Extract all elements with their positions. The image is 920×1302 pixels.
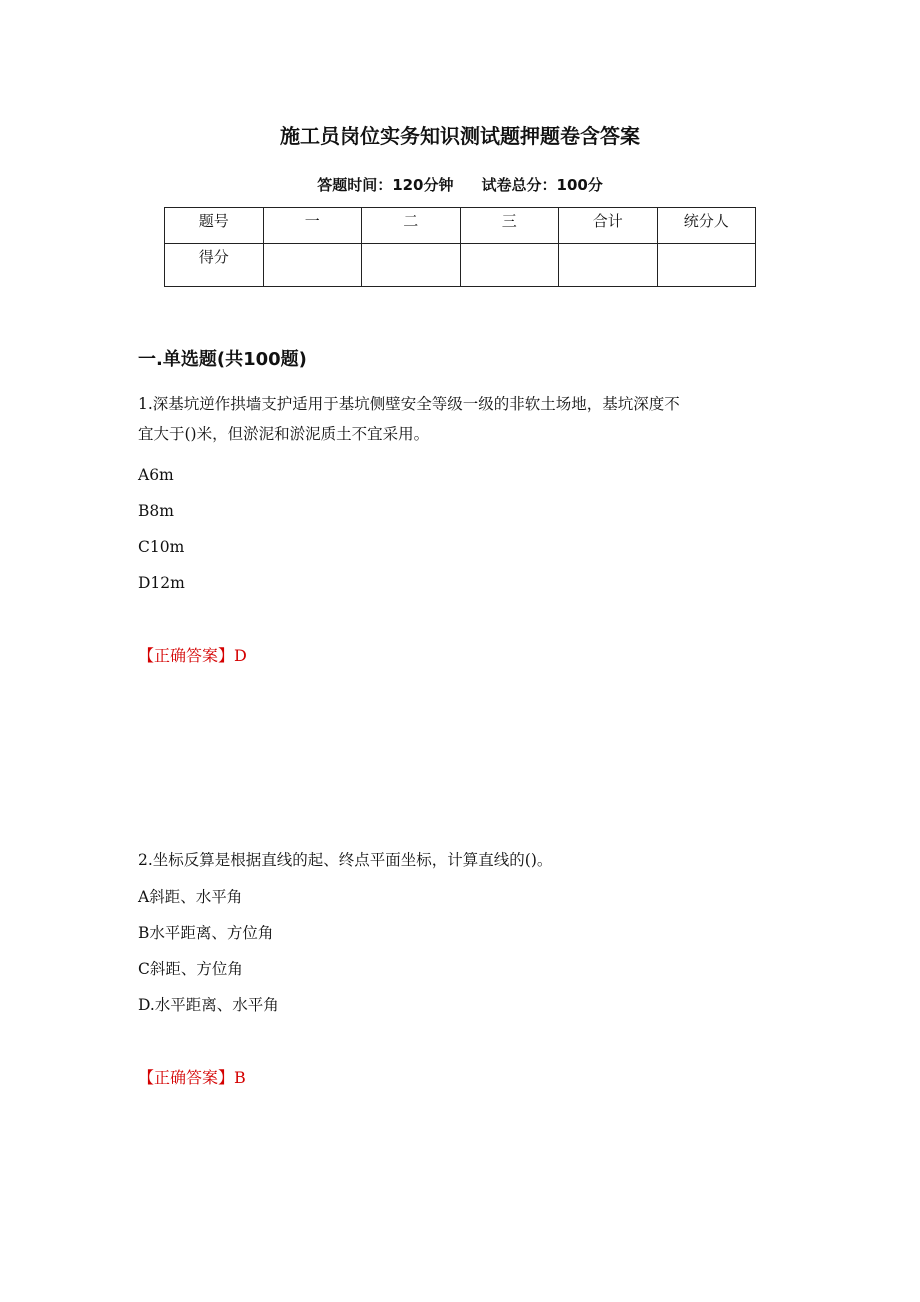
score-header-cell: 二 (362, 208, 461, 244)
score-cell (460, 244, 559, 287)
score-cell (657, 244, 756, 287)
question-2-line-1: 2.坐标反算是根据直线的起、终点平面坐标，计算直线的()。 (138, 851, 553, 869)
score-cell (362, 244, 461, 287)
question-1-option-c: C10m (138, 538, 185, 556)
exam-total-score: 试卷总分：100分 (481, 176, 603, 194)
score-cell (263, 244, 362, 287)
score-cell (559, 244, 658, 287)
question-2-option-d: D.水平距离、水平角 (138, 996, 279, 1014)
score-header-cell: 一 (263, 208, 362, 244)
question-2-option-a: A斜距、水平角 (138, 888, 243, 906)
score-header-cell: 统分人 (657, 208, 756, 244)
score-table-score-row (165, 244, 756, 287)
question-1-option-b: B8m (138, 502, 174, 520)
exam-time: 答题时间：120分钟 (317, 176, 454, 194)
score-row-label: 得分 (165, 244, 264, 287)
question-1-line-1: 1.深基坑逆作拱墙支护适用于基坑侧壁安全等级一级的非软土场地，基坑深度不 (138, 395, 680, 413)
question-2-answer (138, 1063, 246, 1093)
question-2-text (138, 845, 788, 875)
question-2-option-b: B水平距离、方位角 (138, 924, 274, 942)
score-header-cell: 合计 (559, 208, 658, 244)
question-1-line-2: 宜大于()米，但淤泥和淤泥质土不宜采用。 (138, 425, 430, 443)
answer-letter: D (234, 646, 247, 665)
answer-label: 【正确答案】 (138, 646, 235, 665)
question-1-option-d: D12m (138, 574, 185, 592)
question-1-text (138, 389, 788, 449)
score-header-cell: 三 (460, 208, 559, 244)
answer-letter: B (234, 1068, 246, 1087)
score-table-header-row (165, 208, 756, 244)
answer-label: 【正确答案】 (138, 1068, 235, 1087)
exam-meta (0, 172, 920, 198)
section-title: 一.单选题(共100题) (138, 349, 307, 370)
page-title: 施工员岗位实务知识测试题押题卷含答案 (280, 124, 640, 148)
question-1-answer (138, 641, 247, 671)
score-header-cell: 题号 (165, 208, 264, 244)
score-table (164, 207, 756, 287)
question-1-option-a: A6m (138, 466, 174, 484)
question-2-option-c: C斜距、方位角 (138, 960, 243, 978)
